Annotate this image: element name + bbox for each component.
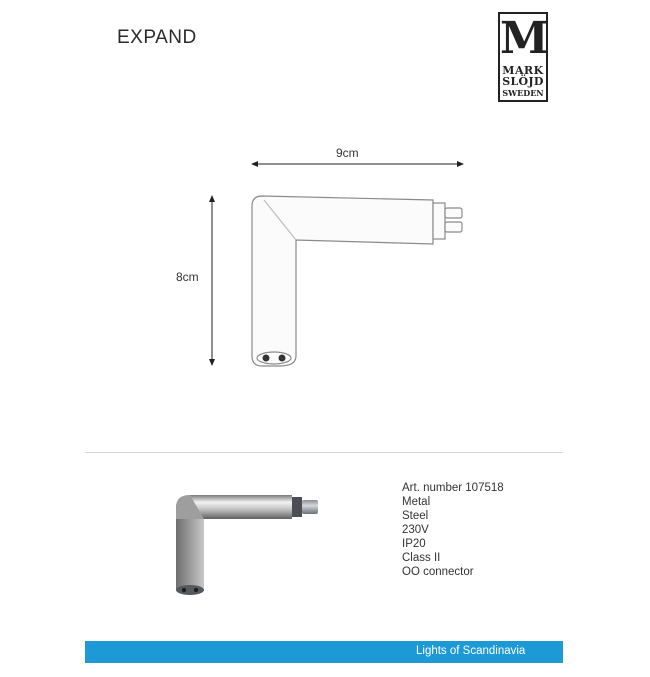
spec-list (402, 481, 504, 579)
logo-letter: M (500, 13, 549, 64)
product-photo (176, 495, 318, 595)
section-divider (85, 452, 563, 453)
spec-finish: Steel (402, 510, 429, 522)
logo-line-2: SLÖJD (502, 75, 544, 88)
spec-connector: OO connector (402, 566, 474, 578)
width-label: 9cm (336, 146, 359, 160)
footer-tagline: Lights of Scandinavia (416, 645, 526, 657)
height-label: 8cm (176, 270, 199, 284)
spec-material: Metal (402, 496, 431, 508)
spec-article-number: Art. number 107518 (402, 482, 504, 494)
product-title: EXPAND (117, 27, 197, 48)
spec-class: Class II (402, 552, 441, 564)
logo-line-3: SWEDEN (502, 88, 544, 98)
logo-line-1: MARK (502, 64, 544, 77)
outline-connector (252, 196, 462, 366)
footer-bar (85, 641, 563, 663)
spec-voltage: 230V (402, 524, 429, 536)
spec-ip-rating: IP20 (402, 538, 426, 550)
